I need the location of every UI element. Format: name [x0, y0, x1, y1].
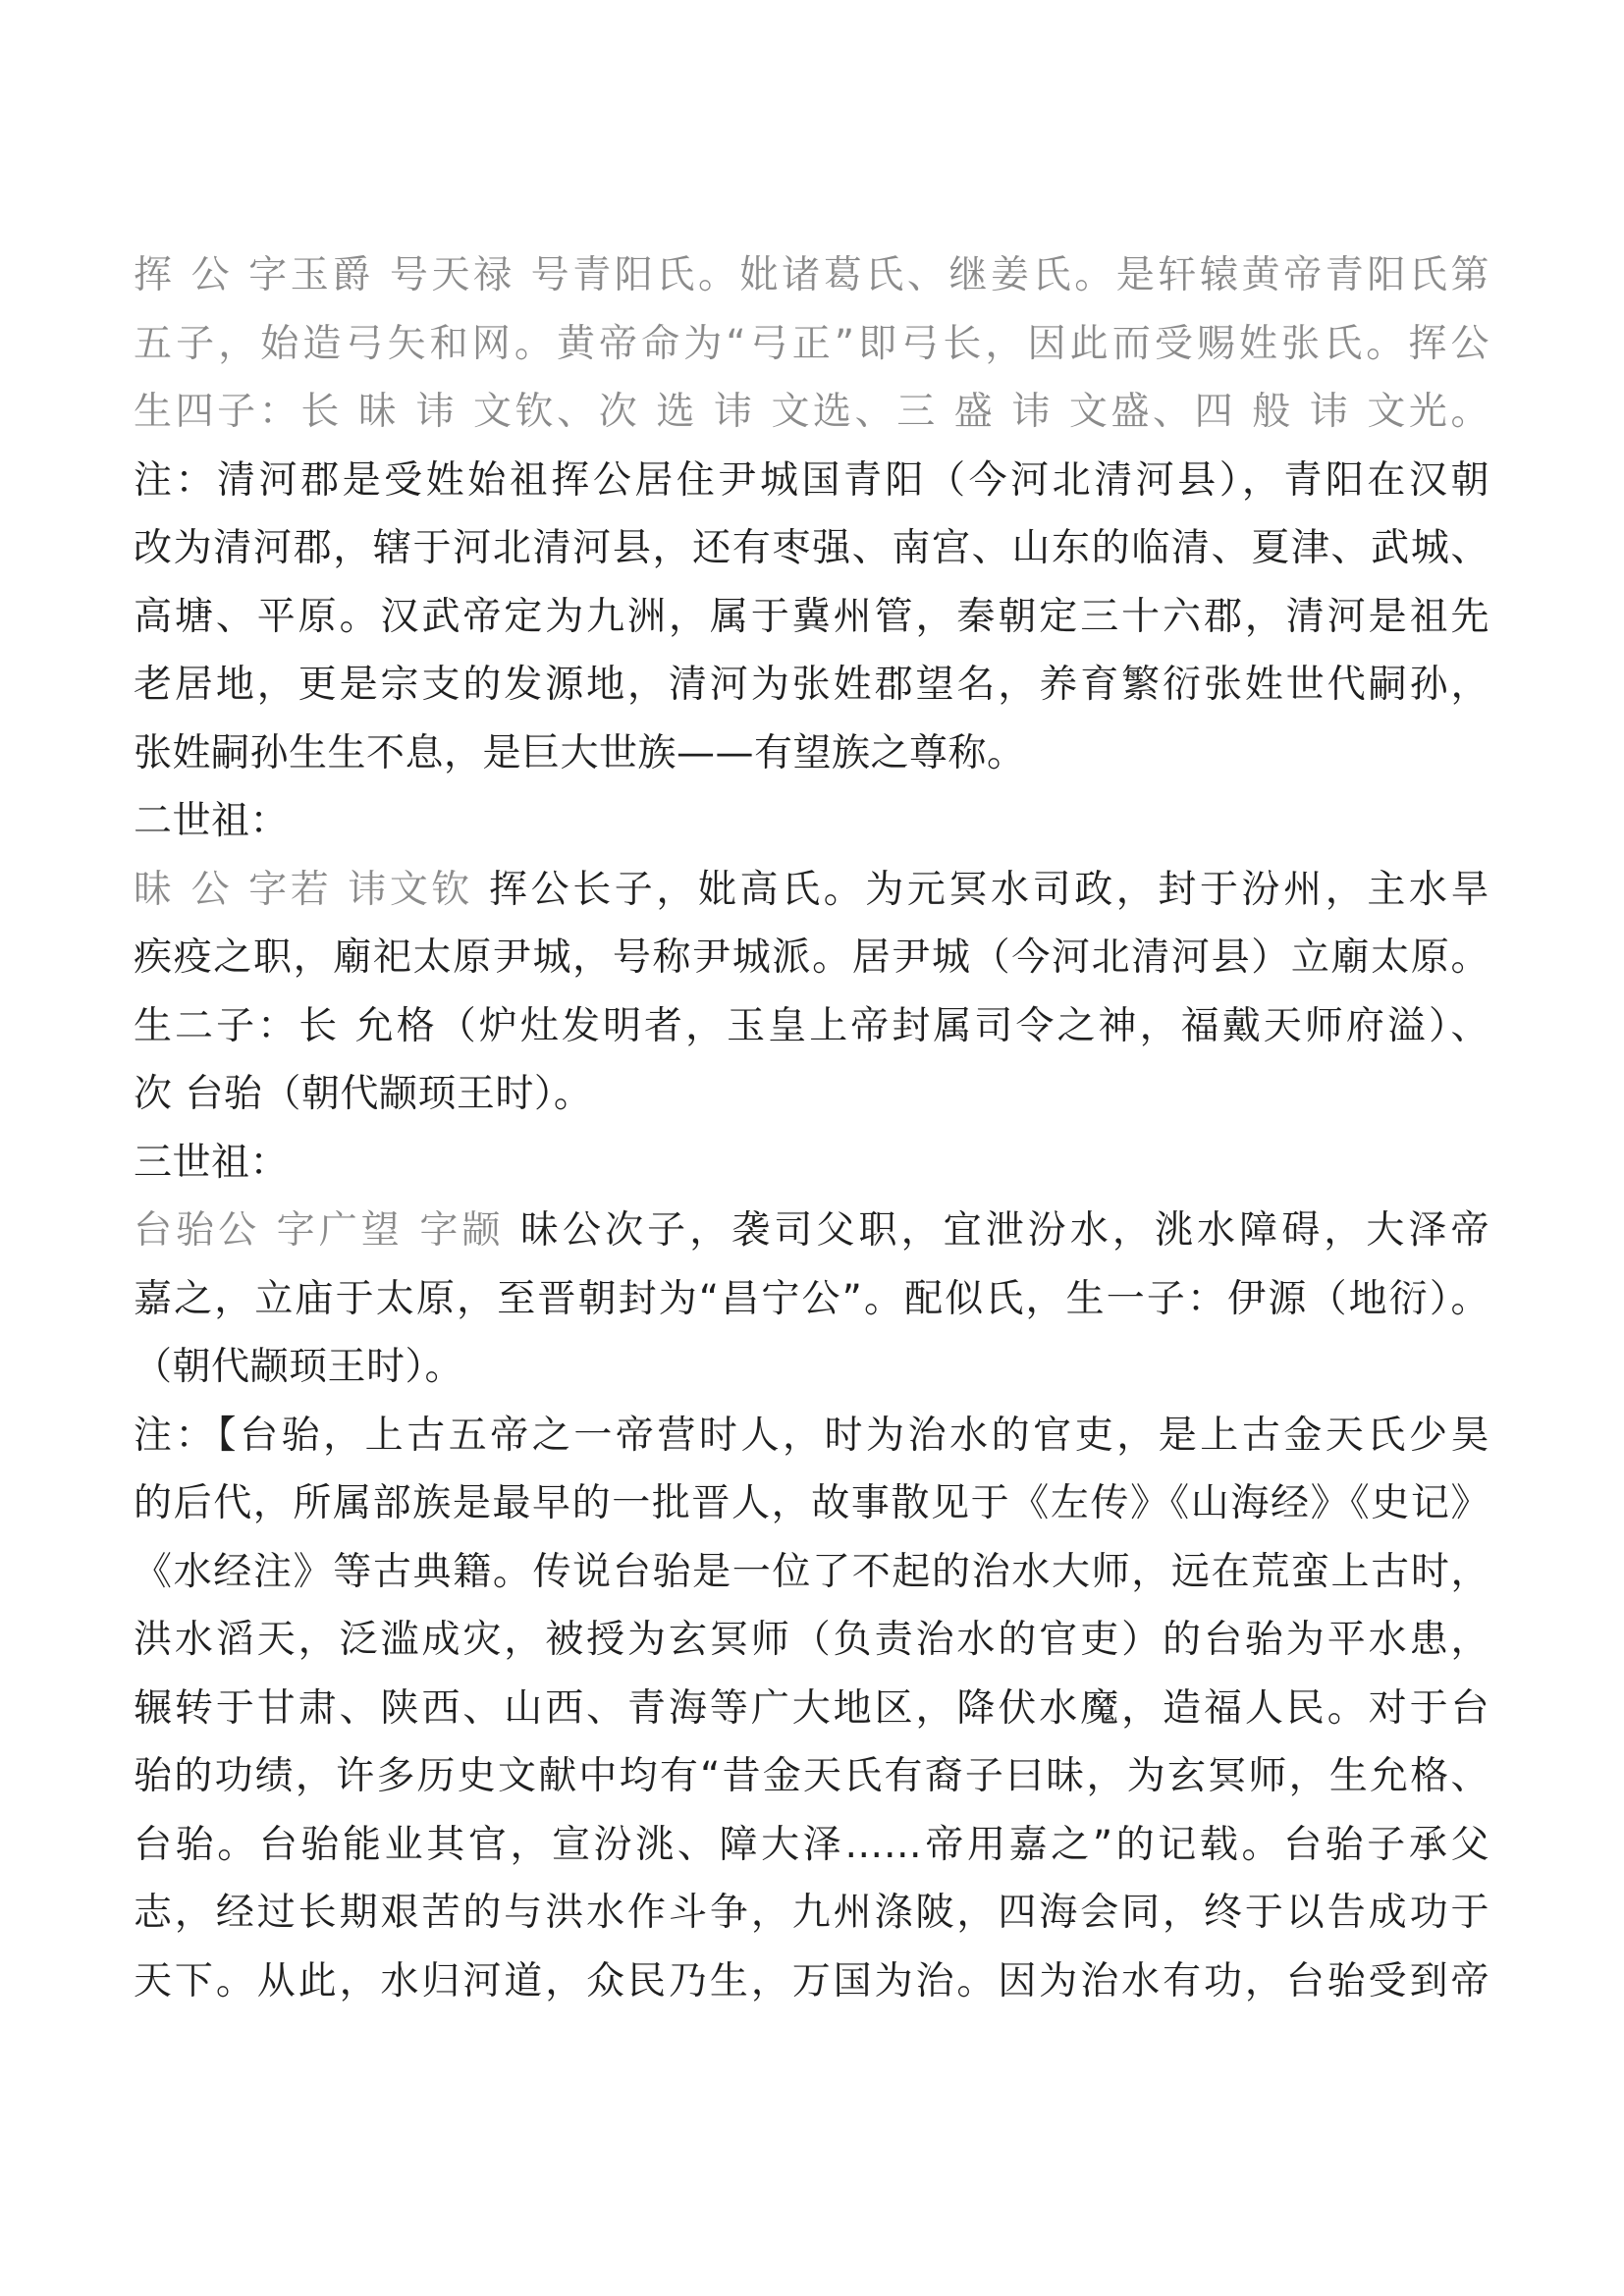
body-text-segment: 高塘、平原。汉武帝定为九洲，属于冀州管，秦朝定三十六郡，清河是祖先 — [134, 594, 1489, 639]
body-text-segment: 台骀。台骀能业其官，宣汾洮、障大泽……帝用嘉之”的记载。台骀子承父 — [134, 1822, 1489, 1867]
body-text-segment: 注：【台骀，上古五帝之一帝营时人，时为治水的官吏，是上古金天氏少昊 — [134, 1413, 1489, 1458]
body-text-segment: 改为清河郡，辖于河北清河县，还有枣强、南宫、山东的临清、夏津、武城、 — [134, 526, 1489, 570]
body-text-segment: 《水经注》等古典籍。传说台骀是一位了不起的治水大师，远在荒蛮上古时， — [134, 1549, 1489, 1594]
text-line — [134, 378, 1489, 447]
text-line — [134, 1197, 1489, 1265]
text-line — [134, 447, 1489, 515]
body-text-segment: 天下。从此，水归河道，众民乃生，万国为治。因为治水有功，台骀受到帝 — [134, 1958, 1489, 2003]
text-line — [134, 1811, 1489, 1880]
text-line — [134, 1469, 1489, 1538]
body-text-segment: 昧公次子，袭司父职，宜泄汾水，洮水障碍，大泽帝 — [519, 1208, 1489, 1253]
text-line — [134, 1948, 1489, 2016]
text-line — [134, 1879, 1489, 1948]
body-text-segment: （朝代颛顼王时）。 — [134, 1345, 464, 1389]
text-line — [134, 1675, 1489, 1743]
text-line — [134, 1129, 1489, 1198]
text-line — [134, 787, 1489, 856]
muted-text-segment: 生四子：长 昧 讳 文钦、次 选 讳 文选、三 盛 讳 文盛、四 般 讳 文光。 — [134, 390, 1489, 434]
text-line — [134, 856, 1489, 925]
body-text-segment: 洪水滔天，泛滥成灾，被授为玄冥师（负责治水的官吏）的台骀为平水患， — [134, 1618, 1489, 1662]
muted-text-segment: 五子，始造弓矢和网。黄帝命为“弓正”即弓长，因此而受赐姓张氏。挥公 — [134, 321, 1489, 366]
body-text-segment: 挥公长子，妣高氏。为元冥水司政，封于汾州，主水旱 — [489, 867, 1489, 912]
text-line — [134, 1060, 1489, 1129]
body-text-segment: 嘉之，立庙于太原，至晋朝封为“昌宁公”。配似氏，生一子：伊源（地衍）。 — [134, 1276, 1489, 1321]
body-text-segment: 三世祖： — [134, 1140, 290, 1185]
document-body — [134, 241, 1489, 2015]
text-line — [134, 1333, 1489, 1402]
text-line — [134, 1538, 1489, 1607]
text-line — [134, 651, 1489, 720]
text-line — [134, 310, 1489, 379]
text-line — [134, 241, 1489, 310]
body-text-segment: 老居地，更是宗支的发源地，清河为张姓郡望名，养育繁衍张姓世代嗣孙， — [134, 663, 1489, 707]
muted-text-segment: 挥 公 字玉爵 号天禄 号青阳氏。妣诸葛氏、继姜氏。是轩辕黄帝青阳氏第 — [134, 253, 1489, 297]
text-line — [134, 1742, 1489, 1811]
body-text-segment: 的后代，所属部族是最早的一批晋人，故事散见于《左传》《山海经》《史记》 — [134, 1481, 1489, 1525]
body-text-segment: 志，经过长期艰苦的与洪水作斗争，九州涤陂，四海会同，终于以告成功于 — [134, 1891, 1489, 1935]
text-line — [134, 1606, 1489, 1675]
text-line — [134, 1402, 1489, 1470]
body-text-segment: 辗转于甘肃、陕西、山西、青海等广大地区，降伏水魔，造福人民。对于台 — [134, 1685, 1489, 1731]
text-line — [134, 1265, 1489, 1334]
muted-text-segment: 昧 公 字若 讳文钦 — [134, 867, 490, 912]
body-text-segment: 疾疫之职，廟祀太原尹城，号称尹城派。居尹城（今河北清河县）立廟太原。 — [134, 935, 1489, 980]
body-text-segment: 骀的功绩，许多历史文献中均有“昔金天氏有裔子曰昧，为玄冥师，生允格、 — [134, 1754, 1489, 1798]
body-text-segment: 次 台骀（朝代颛顼王时）。 — [134, 1072, 593, 1116]
text-line — [134, 583, 1489, 652]
text-line — [134, 514, 1489, 583]
muted-text-segment: 台骀公 字广望 字颛 — [134, 1208, 520, 1253]
text-line — [134, 924, 1489, 992]
body-text-segment: 张姓嗣孙生生不息，是巨大世族——有望族之尊称。 — [134, 730, 1026, 775]
body-text-segment: 注：清河郡是受姓始祖挥公居住尹城国青阳（今河北清河县），青阳在汉朝 — [134, 457, 1489, 503]
text-line — [134, 992, 1489, 1061]
body-text-segment: 生二子：长 允格（炉灶发明者，玉皇上帝封属司令之神，福戴天师府溢）、 — [134, 1003, 1489, 1048]
text-line — [134, 720, 1489, 788]
body-text-segment: 二世祖： — [134, 799, 290, 843]
